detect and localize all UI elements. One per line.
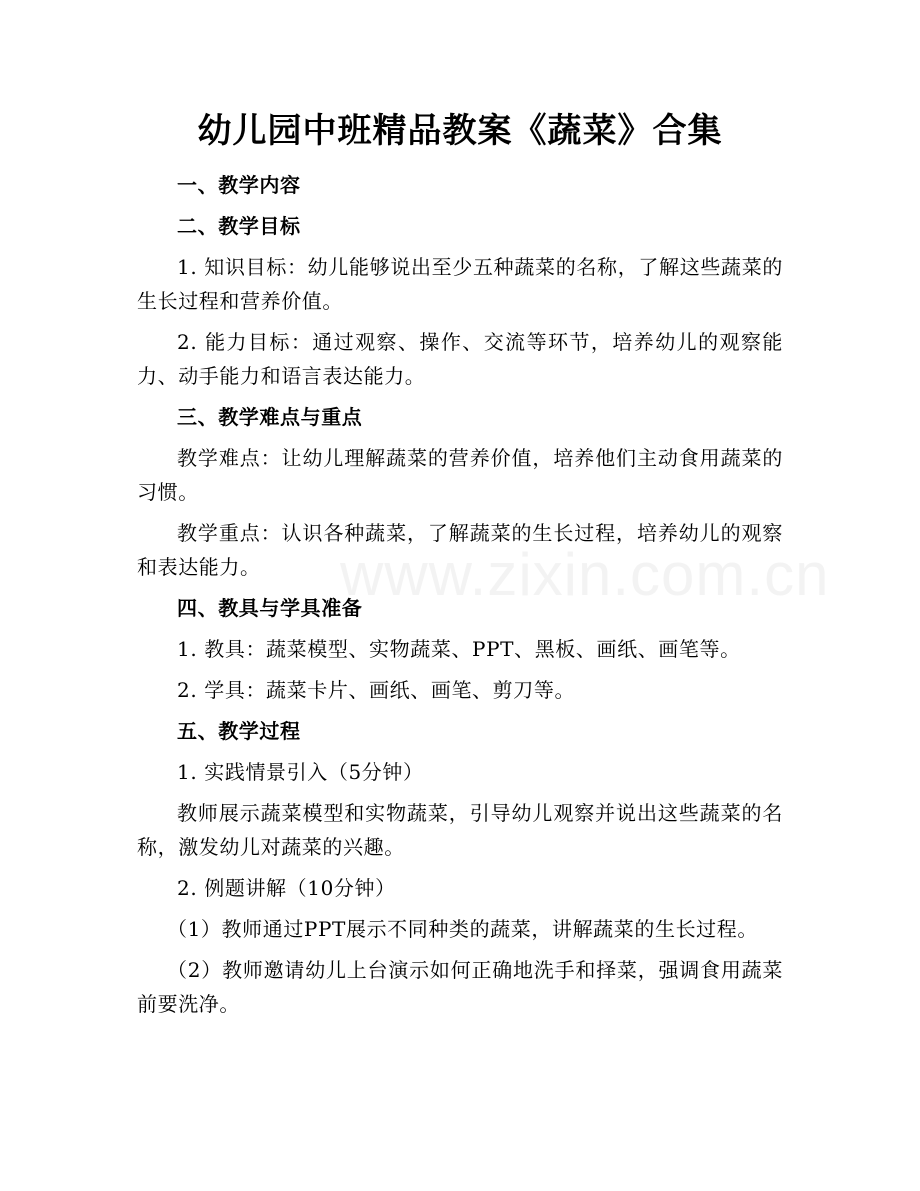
watermark: www.zixin.com.cn: [340, 541, 830, 608]
section-heading-process: 五、教学过程: [177, 719, 301, 743]
teaching-aids-item: 1. 教具：蔬菜模型、实物蔬菜、PPT、黑板、画纸、画笔等。: [177, 637, 741, 661]
intro-description: 教师展示蔬菜模型和实物蔬菜，引导幼儿观察并说出这些蔬菜的名称，激发幼儿对蔬菜的兴趣。: [137, 801, 783, 859]
document-title: 幼儿园中班精品教案《蔬菜》合集: [197, 111, 723, 151]
section-heading-content: 一、教学内容: [177, 173, 301, 197]
section-heading-materials: 四、教具与学具准备: [177, 596, 363, 620]
key-point-paragraph: 教学重点：认识各种蔬菜，了解蔬菜的生长过程，培养幼儿的观察和表达能力。: [137, 521, 783, 579]
goal-knowledge: 1. 知识目标：幼儿能够说出至少五种蔬菜的名称，了解这些蔬菜的生长过程和营养价值。: [137, 255, 783, 313]
goal-ability: 2. 能力目标：通过观察、操作、交流等环节，培养幼儿的观察能力、动手能力和语言表达能力。: [137, 330, 783, 388]
learning-aids-item: 2. 学具：蔬菜卡片、画纸、画笔、剪刀等。: [177, 678, 576, 702]
document-body: [137, 168, 783, 1028]
process-step-intro: 1. 实践情景引入（5分钟）: [177, 760, 424, 784]
difficulty-paragraph: 教学难点：让幼儿理解蔬菜的营养价值，培养他们主动食用蔬菜的习惯。: [137, 446, 783, 504]
section-heading-difficulty: 三、教学难点与重点: [177, 405, 363, 429]
example-item-2: （2）教师邀请幼儿上台演示如何正确地洗手和择菜，强调食用蔬菜前要洗净。: [137, 958, 783, 1016]
process-step-example: 2. 例题讲解（10分钟）: [177, 876, 396, 900]
section-heading-goals: 二、教学目标: [177, 214, 301, 238]
example-item-1: （1）教师通过PPT展示不同种类的蔬菜，讲解蔬菜的生长过程。: [167, 917, 758, 941]
